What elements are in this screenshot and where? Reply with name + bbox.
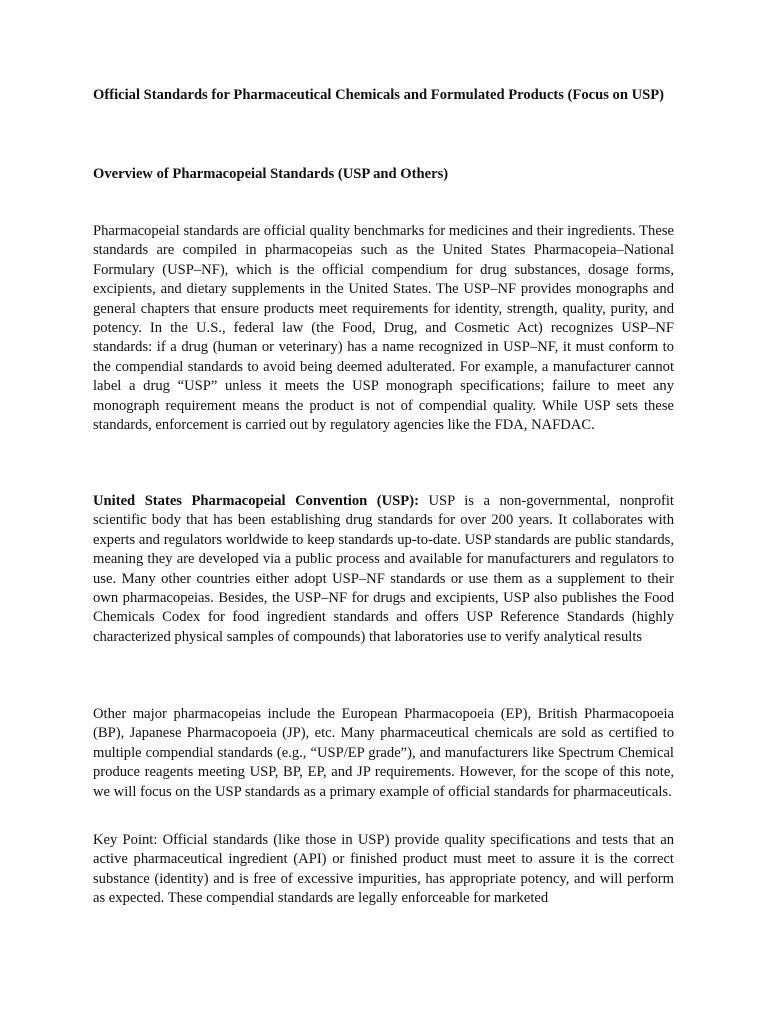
paragraph-other-pharmacopeias [93,705,674,802]
paragraph-lead: United States Pharmacopeial Convention (USP): [93,493,419,509]
section-heading: Overview of Pharmacopeial Standards (USP and Others) [93,166,449,182]
paragraph-text: Key Point: Official standards (like those in USP) provide quality specifications and tests that an active pharmaceutical ingredient (API) or finished product must meet to assure it is the correct substance (identity) and is free of excessive impurities, has appropriate potency, and will perform as expected. These compendial standards are legally enforceable for marketed [93,832,674,907]
paragraph-pharmacopeial-standards [93,222,674,435]
paragraph-text: USP is a non-governmental, nonprofit scientific body that has been establishing drug standards for over 200 years. It collaborates with experts and regulators worldwide to keep standards up-to-date. USP standards are public standards, meaning they are developed via a public process and available for manufacturers and regulators to use. Many other countries either adopt USP–NF standards or use them as a supplement to their own pharmacopeias. Besides, the USP–NF for drugs and excipients, USP also publishes the Food Chemicals Codex for food ingredient standards and offers USP Reference Standards (highly characterized physical samples of compounds) that laboratories use to verify analytical results [93,493,674,645]
paragraph-usp-convention [93,492,674,647]
paragraph-key-point [93,831,674,909]
paragraph-text: Pharmacopeial standards are official quality benchmarks for medicines and their ingredients. These standards are compiled in pharmacopeias such as the United States Pharmacopeia–National Formulary (USP–NF), which is the official compendium for drug substances, dosage forms, excipients, and dietary supplements in the United States. The USP–NF provides monographs and general chapters that ensure products meet requirements for identity, strength, quality, purity, and potency. In the U.S., federal law (the Food, Drug, and Cosmetic Act) recognizes USP–NF standards: if a drug (human or veterinary) has a name recognized in USP–NF, it must conform to the compendial standards to avoid being deemed adulterated. For example, a manufacturer cannot label a drug “USP” unless it meets the USP monograph specifications; failure to meet any monograph requirement means the product is not of compendial quality. While USP sets these standards, enforcement is carried out by regulatory agencies like the FDA, NAFDAC. [93,223,674,434]
paragraph-text: Other major pharmacopeias include the European Pharmacopoeia (EP), British Pharmacopoeia (BP), Japanese Pharmacopoeia (JP), etc. Many pharmaceutical chemicals are sold as certified to multiple compendial standards (e.g., “USP/EP grade”), and manufacturers like Spectrum Chemical produce reagents meeting USP, BP, EP, and JP requirements. However, for the scope of this note, we will focus on the USP standards as a primary example of official standards for pharmaceuticals. [93,706,674,800]
document-page [93,86,674,907]
document-title: Official Standards for Pharmaceutical Chemicals and Formulated Products (Focus on USP) [93,87,665,103]
